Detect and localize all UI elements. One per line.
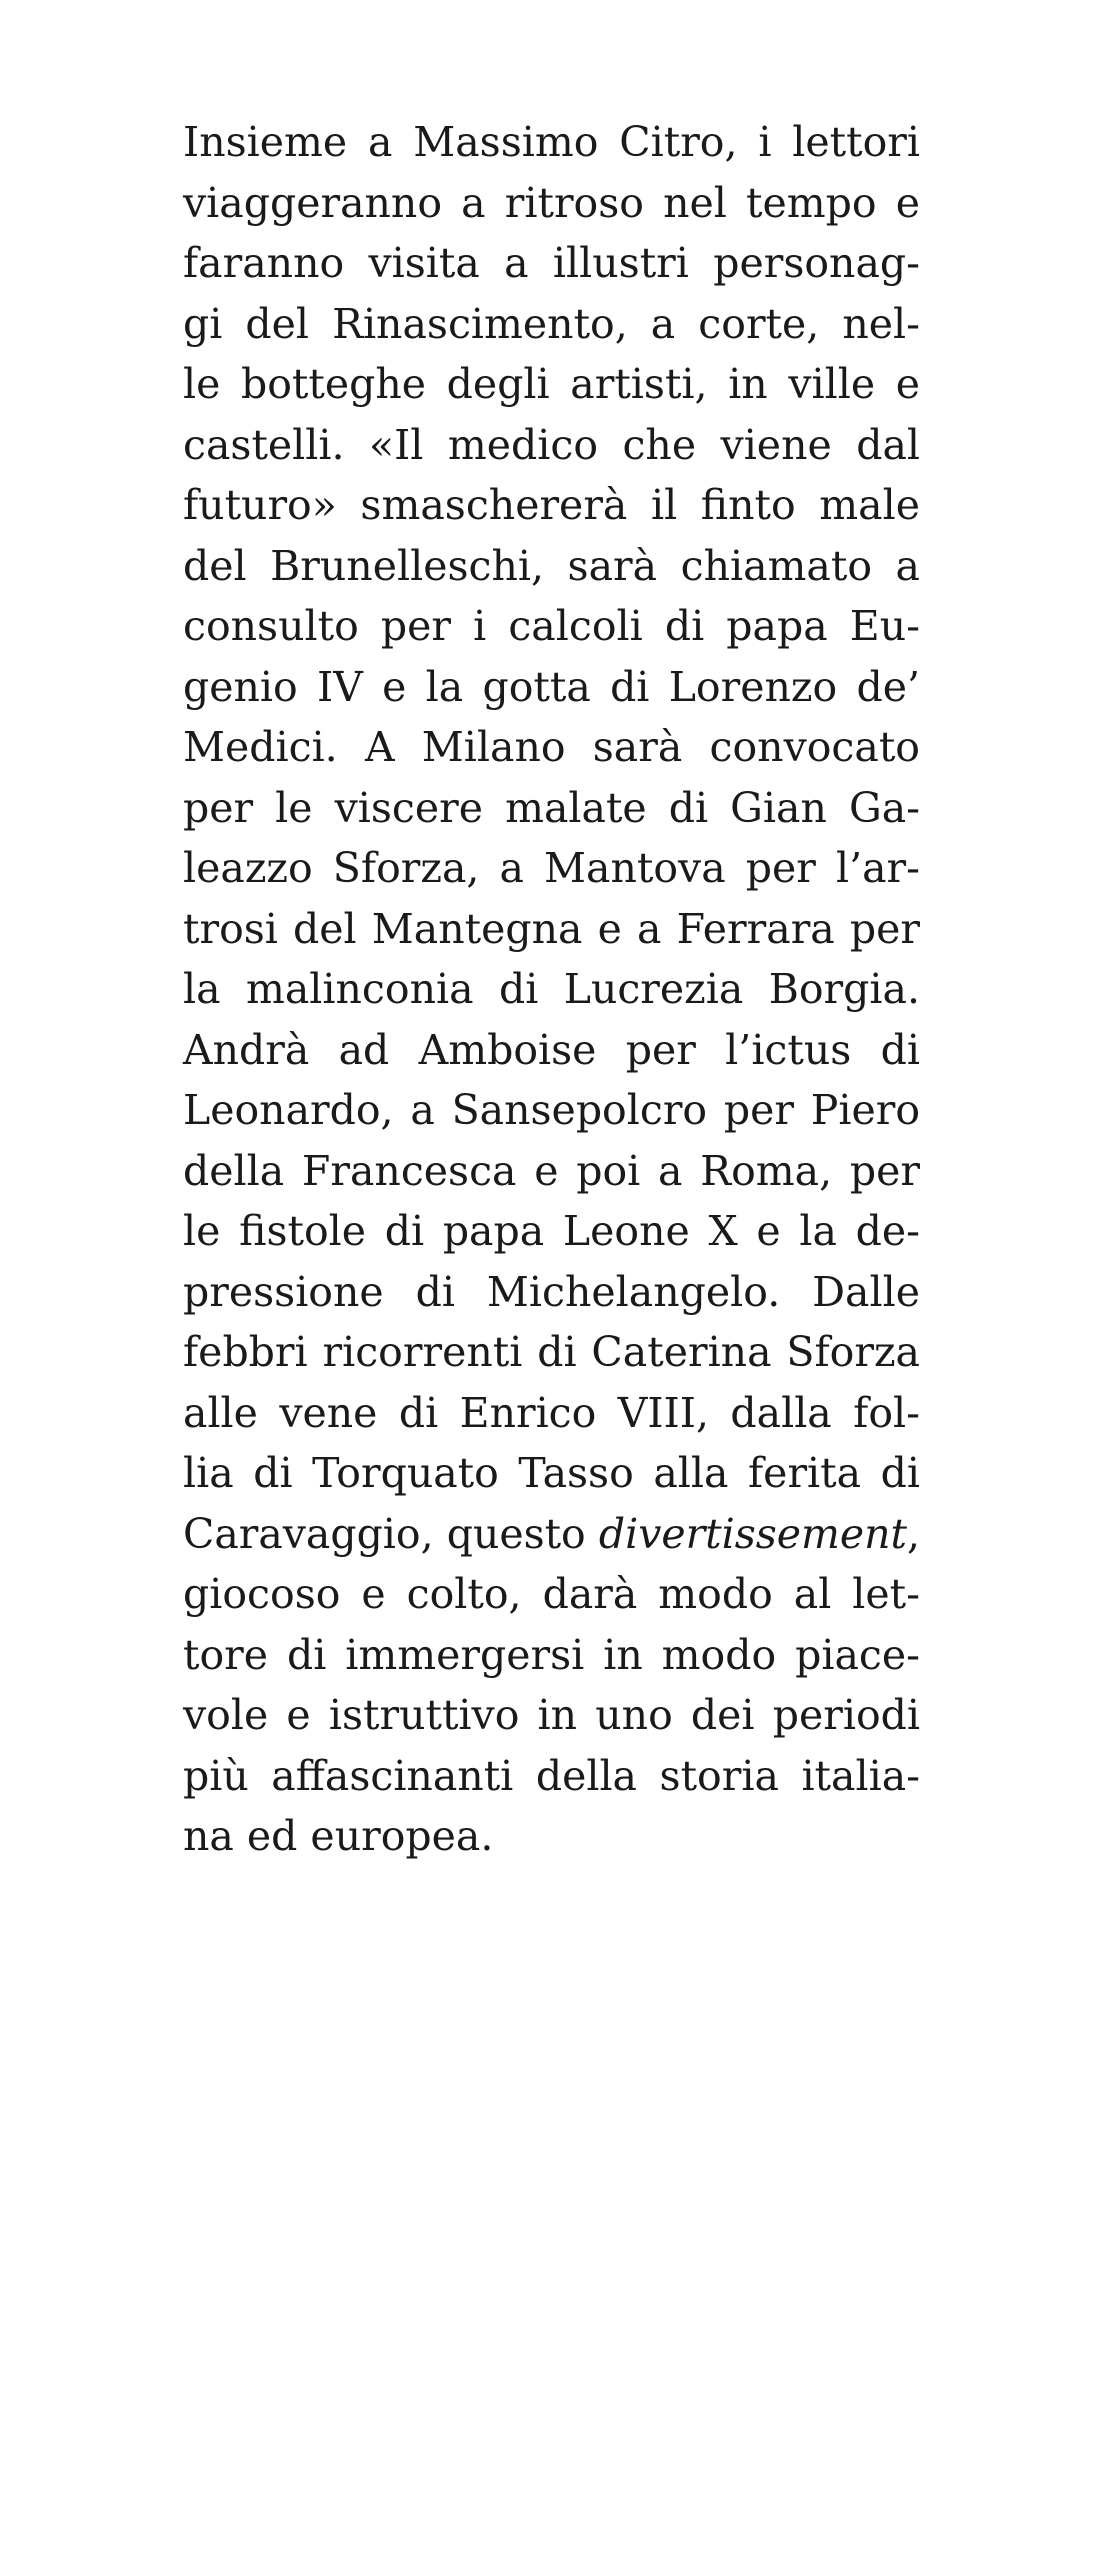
text-line: [183, 1625, 920, 1686]
text-line: [183, 294, 920, 355]
text-segment: tore di immergersi in modo piace-: [183, 1630, 920, 1679]
text-segment: la malinconia di Lucrezia Borgia.: [183, 965, 920, 1013]
text-segment: pressione di Michelangelo. Dalle: [183, 1267, 920, 1316]
text-line: [183, 173, 920, 234]
text-segment: le botteghe degli artisti, in ville e: [183, 360, 920, 408]
text-segment: per le viscere malate di Gian Ga-: [183, 783, 920, 832]
text-line: [183, 354, 920, 415]
text-line: [183, 1746, 920, 1807]
text-line: [183, 1564, 920, 1625]
text-segment: le fistole di papa Leone X e la de-: [183, 1207, 920, 1255]
text-line: [183, 899, 920, 960]
body-text: [183, 112, 920, 1867]
text-line: [183, 1685, 920, 1746]
text-line: [183, 657, 920, 718]
text-segment: febbri ricorrenti di Caterina Sforza: [183, 1328, 920, 1376]
text-segment: più affascinanti della storia italia-: [183, 1751, 920, 1800]
text-segment: giocoso e colto, darà modo al let-: [183, 1570, 920, 1618]
text-segment: faranno visita a illustri personag-: [183, 239, 920, 287]
text-line: [183, 1201, 920, 1262]
text-line: [183, 1020, 920, 1081]
text-segment: castelli. «Il medico che viene dal: [183, 420, 920, 469]
text-line: [183, 717, 920, 778]
text-line: [183, 1504, 920, 1565]
text-line: [183, 1806, 920, 1867]
text-line: [183, 838, 920, 899]
text-line: [183, 233, 920, 294]
text-segment: Insieme a Massimo Citro, i lettori: [183, 118, 920, 166]
text-segment: lia di Torquato Tasso alla ferita di: [183, 1449, 920, 1497]
text-segment: leazzo Sforza, a Mantova per l’ar-: [183, 844, 920, 892]
text-segment: futuro» smaschererà il finto male: [183, 481, 920, 529]
text-segment: del Brunelleschi, sarà chiamato a: [183, 541, 920, 590]
text-segment: della Francesca e poi a Roma, per: [183, 1146, 920, 1195]
text-segment: consulto per i calcoli di papa Eu-: [183, 602, 920, 650]
text-segment: trosi del Mantegna e a Ferrara per: [183, 904, 920, 953]
italic-text-segment: divertissement: [598, 1509, 907, 1558]
text-line: [183, 1383, 920, 1444]
text-segment: Medici. A Milano sarà convocato: [183, 723, 920, 771]
text-line: [183, 536, 920, 597]
text-line: [183, 1141, 920, 1202]
text-line: [183, 1080, 920, 1141]
text-segment: viaggeranno a ritroso nel tempo e: [183, 178, 920, 227]
text-segment: alle vene di Enrico VIII, dalla fol-: [183, 1388, 920, 1437]
text-line: [183, 415, 920, 476]
text-line: [183, 1443, 920, 1504]
text-segment: ,: [906, 1509, 920, 1558]
text-segment: genio IV e la gotta di Lorenzo de’: [183, 662, 920, 711]
text-line: [183, 959, 920, 1020]
text-segment: gi del Rinascimento, a corte, nel-: [183, 299, 920, 348]
text-line: [183, 596, 920, 657]
text-segment: na ed europea.: [183, 1812, 494, 1860]
text-line: [183, 1262, 920, 1323]
text-segment: Leonardo, a Sansepolcro per Piero: [183, 1086, 920, 1134]
text-line: [183, 1322, 920, 1383]
text-segment: vole e istruttivo in uno dei periodi: [183, 1691, 920, 1739]
text-segment: Caravaggio, questo: [183, 1509, 599, 1558]
text-line: [183, 112, 920, 173]
text-segment: Andrà ad Amboise per l’ictus di: [183, 1025, 920, 1074]
text-line: [183, 778, 920, 839]
text-line: [183, 475, 920, 536]
